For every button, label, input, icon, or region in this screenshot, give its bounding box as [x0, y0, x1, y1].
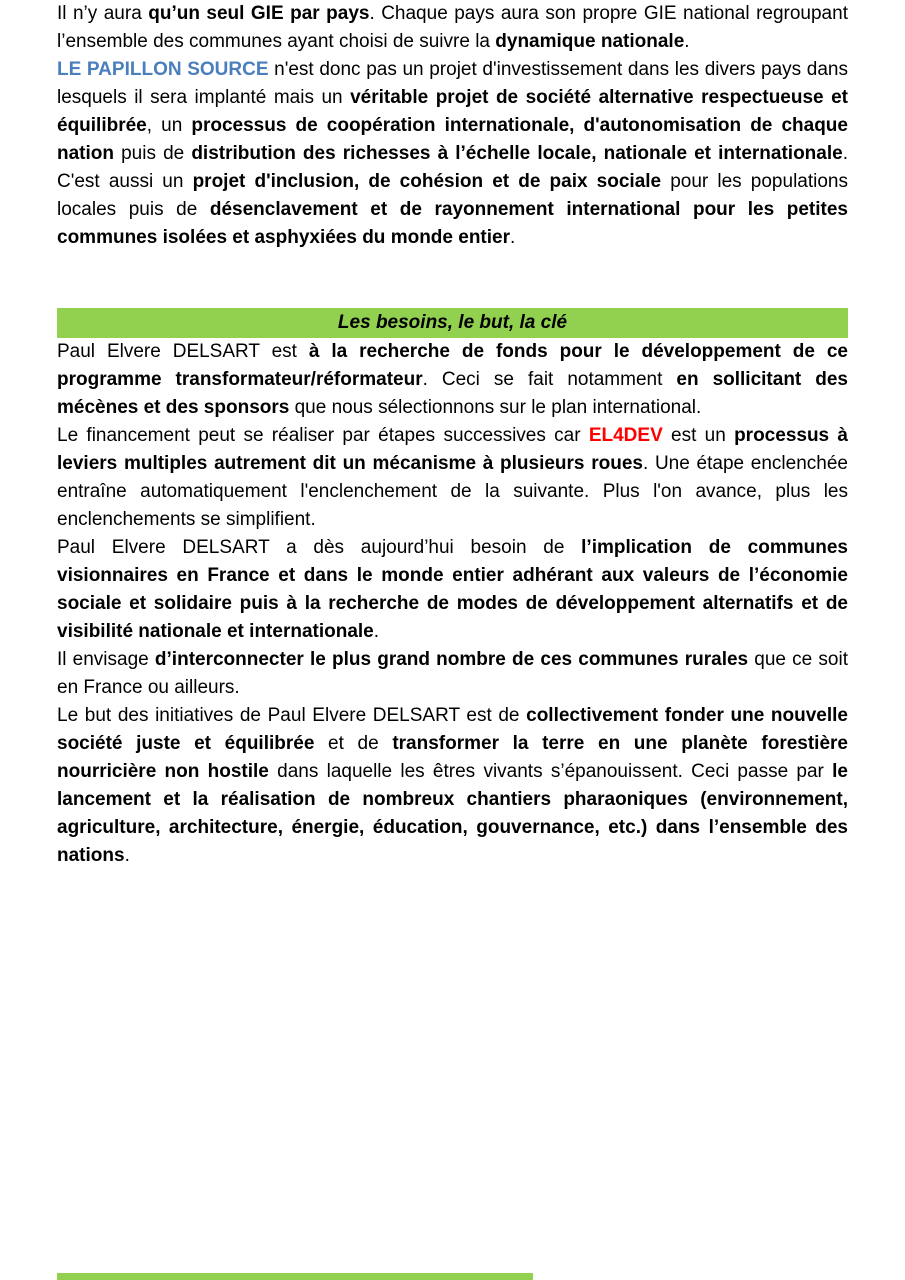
- text-run: Le financement peut se réaliser par étapes successives car: [57, 425, 589, 446]
- text-run: EL4DEV: [588, 425, 663, 446]
- text-run: processus de coopération internationale, d'autonomisation de chaque nation: [57, 115, 848, 164]
- text-run: collectivement fonder une nouvelle société juste et équilibrée: [57, 705, 848, 754]
- text-run: processus à leviers multiples autrement dit un mécanisme à plusieurs roues: [57, 425, 848, 474]
- text-run: n'est donc pas un projet d'investissement dans les divers pays dans lesquels il sera implanté mais un: [57, 59, 848, 108]
- text-run: . Ceci se fait notamment: [422, 369, 677, 390]
- document-content: [57, 0, 848, 870]
- text-run: Le but des initiatives de Paul Elvere DELSART est de: [57, 705, 527, 726]
- text-run: dynamique nationale: [495, 31, 685, 52]
- text-run: .: [684, 31, 690, 52]
- section-banner-label: Les besoins, le but, la clé: [337, 312, 568, 333]
- paragraph-papillon-source: [57, 56, 848, 252]
- paragraph-funding-intro: [57, 338, 848, 422]
- text-run: le lancement et la réalisation de nombreux chantiers pharaoniques (environnement, agriculture, architecture, énergie, éducation, gouvernance, etc.) dans l’ensemble des nations: [57, 761, 848, 866]
- text-run: qu’un seul GIE par pays: [148, 3, 370, 24]
- text-run: projet d'inclusion, de cohésion et de paix sociale: [192, 171, 662, 192]
- paragraph-funding-process: [57, 422, 848, 534]
- text-run: dans laquelle les êtres vivants s’épanouissent. Ceci passe par: [268, 761, 833, 782]
- paragraph-communes-need: [57, 534, 848, 646]
- text-run: Il n’y aura: [57, 3, 149, 24]
- text-run: Paul Elvere DELSART est: [57, 341, 309, 362]
- text-run: .: [373, 621, 380, 642]
- text-run: en sollicitant des mécènes et des sponsors: [57, 369, 848, 418]
- text-run: LE PAPILLON SOURCE: [57, 59, 269, 80]
- next-section-banner-edge: [57, 1273, 533, 1280]
- text-run: est un: [662, 425, 735, 446]
- text-run: véritable projet de société alternative respectueuse et équilibrée: [57, 87, 848, 136]
- text-run: . Une étape enclenchée entraîne automatiquement l'enclenchement de la suivante. Plus l'on avance, plus les enclenchements se simplifient.: [57, 453, 848, 530]
- text-run: transformer la terre en une planète forestière nourricière non hostile: [57, 733, 848, 782]
- text-run: d’interconnecter le plus grand nombre de ces communes rurales: [154, 649, 749, 670]
- text-run: distribution des richesses à l’échelle locale, nationale et internationale: [191, 143, 843, 164]
- text-run: et de: [314, 733, 393, 754]
- text-run: . Chaque pays aura son propre GIE national regroupant l’ensemble des communes ayant choisi de suivre la: [57, 3, 848, 52]
- text-run: . C'est aussi un: [57, 143, 848, 192]
- text-run: , un: [146, 115, 192, 136]
- paragraph-gie-per-country: [57, 0, 848, 56]
- text-run: que ce soit en France ou ailleurs.: [57, 649, 848, 698]
- text-run: Paul Elvere DELSART a dès aujourd’hui besoin de: [57, 537, 582, 558]
- text-run: que nous sélectionnons sur le plan international.: [289, 397, 702, 418]
- text-run: pour les populations locales puis de: [57, 171, 848, 220]
- text-run: Il envisage: [57, 649, 155, 670]
- text-run: puis de: [114, 143, 192, 164]
- text-run: l’implication de communes visionnaires en France et dans le monde entier adhérant aux valeurs de l’économie sociale et solidaire puis à la recherche de modes de développement alternatifs et de visibilité nationale et internationale: [57, 537, 848, 642]
- paragraph-interconnect: [57, 646, 848, 702]
- text-run: .: [510, 227, 516, 248]
- section-banner: [57, 308, 848, 338]
- text-run: .: [124, 845, 130, 866]
- text-run: désenclavement et de rayonnement international pour les petites communes isolées et asphyxiées du monde entier: [57, 199, 848, 248]
- text-run: à la recherche de fonds pour le développement de ce programme transformateur/réformateur: [57, 341, 848, 390]
- paragraph-goal: [57, 702, 848, 870]
